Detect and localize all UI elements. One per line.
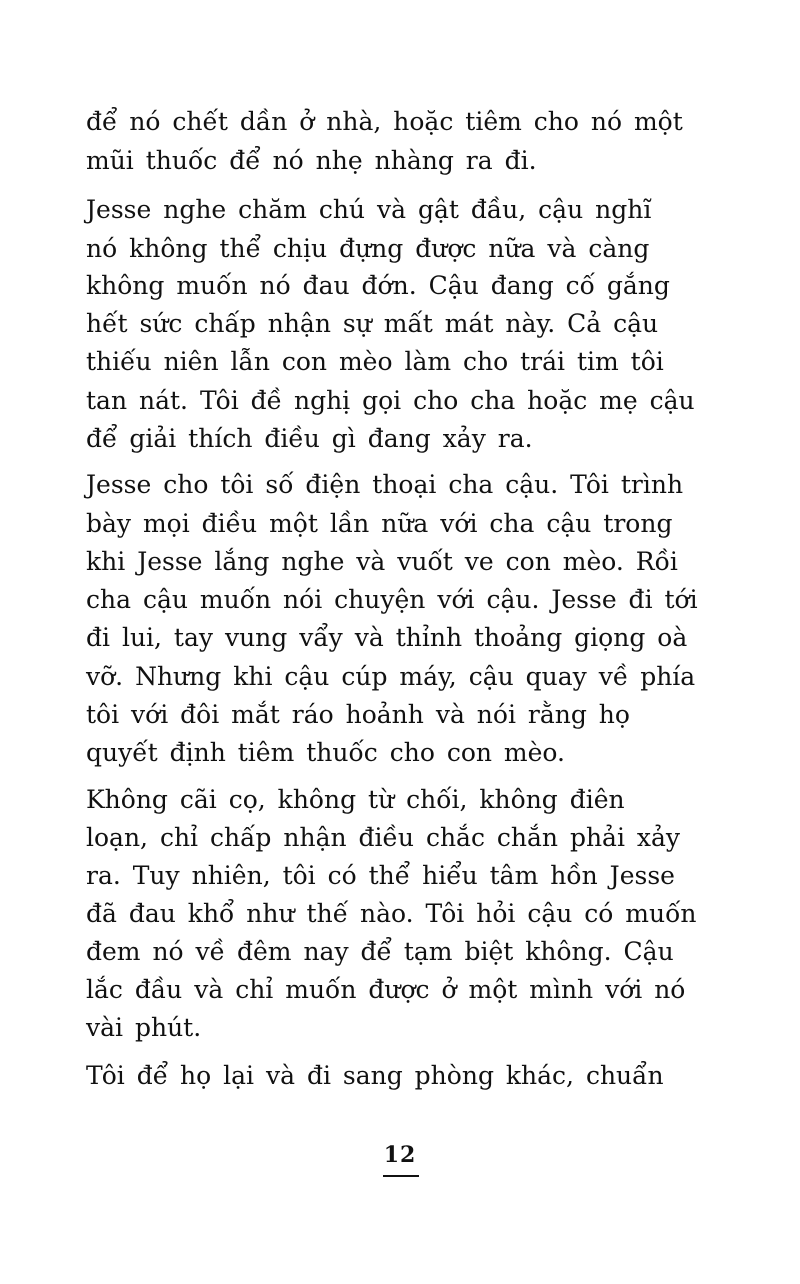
text-line: vỡ. Nhưng khi cậu cúp máy, cậu quay về phía	[86, 662, 696, 691]
text-line: thiếu niên lẫn con mèo làm cho trái tim tôi	[86, 347, 664, 376]
text-line: bày mọi điều một lần nữa với cha cậu trong	[86, 509, 673, 538]
text-line: Jesse cho tôi số điện thoại cha cậu. Tôi trình	[86, 470, 684, 499]
text-line: đi lui, tay vung vẩy và thỉnh thoảng giọng oà	[86, 623, 688, 652]
text-line: không muốn nó đau đớn. Cậu đang cố gắng	[86, 271, 670, 300]
text-line: Không cãi cọ, không từ chối, không điên	[86, 785, 625, 814]
page-number-underline	[383, 1175, 419, 1177]
text-line: cha cậu muốn nói chuyện với cậu. Jesse đi tới	[86, 585, 698, 614]
text-line: tôi với đôi mắt ráo hoảnh và nói rằng họ	[86, 700, 630, 729]
text-line: vài phút.	[86, 1013, 202, 1042]
text-line: nó không thể chịu đựng được nữa và càng	[86, 234, 650, 263]
page-number: 12	[383, 1142, 417, 1168]
text-line: Tôi để họ lại và đi sang phòng khác, chuẩn	[86, 1061, 664, 1090]
text-line: hết sức chấp nhận sự mất mát này. Cả cậu	[86, 309, 659, 338]
text-line: để nó chết dần ở nhà, hoặc tiêm cho nó một	[86, 107, 683, 136]
text-line: loạn, chỉ chấp nhận điều chắc chắn phải xảy	[86, 823, 681, 852]
text-line: khi Jesse lắng nghe và vuốt ve con mèo. Rồi	[86, 547, 678, 576]
text-line: mũi thuốc để nó nhẹ nhàng ra đi.	[86, 146, 537, 175]
text-line: ra. Tuy nhiên, tôi có thể hiểu tâm hồn Jesse	[86, 861, 675, 890]
text-line: Jesse nghe chăm chú và gật đầu, cậu nghĩ	[86, 195, 652, 224]
text-line: tan nát. Tôi đề nghị gọi cho cha hoặc mẹ cậu	[86, 386, 695, 415]
text-line: đem nó về đêm nay để tạm biệt không. Cậu	[86, 937, 674, 966]
text-line: quyết định tiêm thuốc cho con mèo.	[86, 738, 565, 767]
text-line: lắc đầu và chỉ muốn được ở một mình với nó	[86, 975, 686, 1004]
text-line: đã đau khổ như thế nào. Tôi hỏi cậu có muốn	[86, 899, 697, 928]
text-line: để giải thích điều gì đang xảy ra.	[86, 424, 533, 453]
